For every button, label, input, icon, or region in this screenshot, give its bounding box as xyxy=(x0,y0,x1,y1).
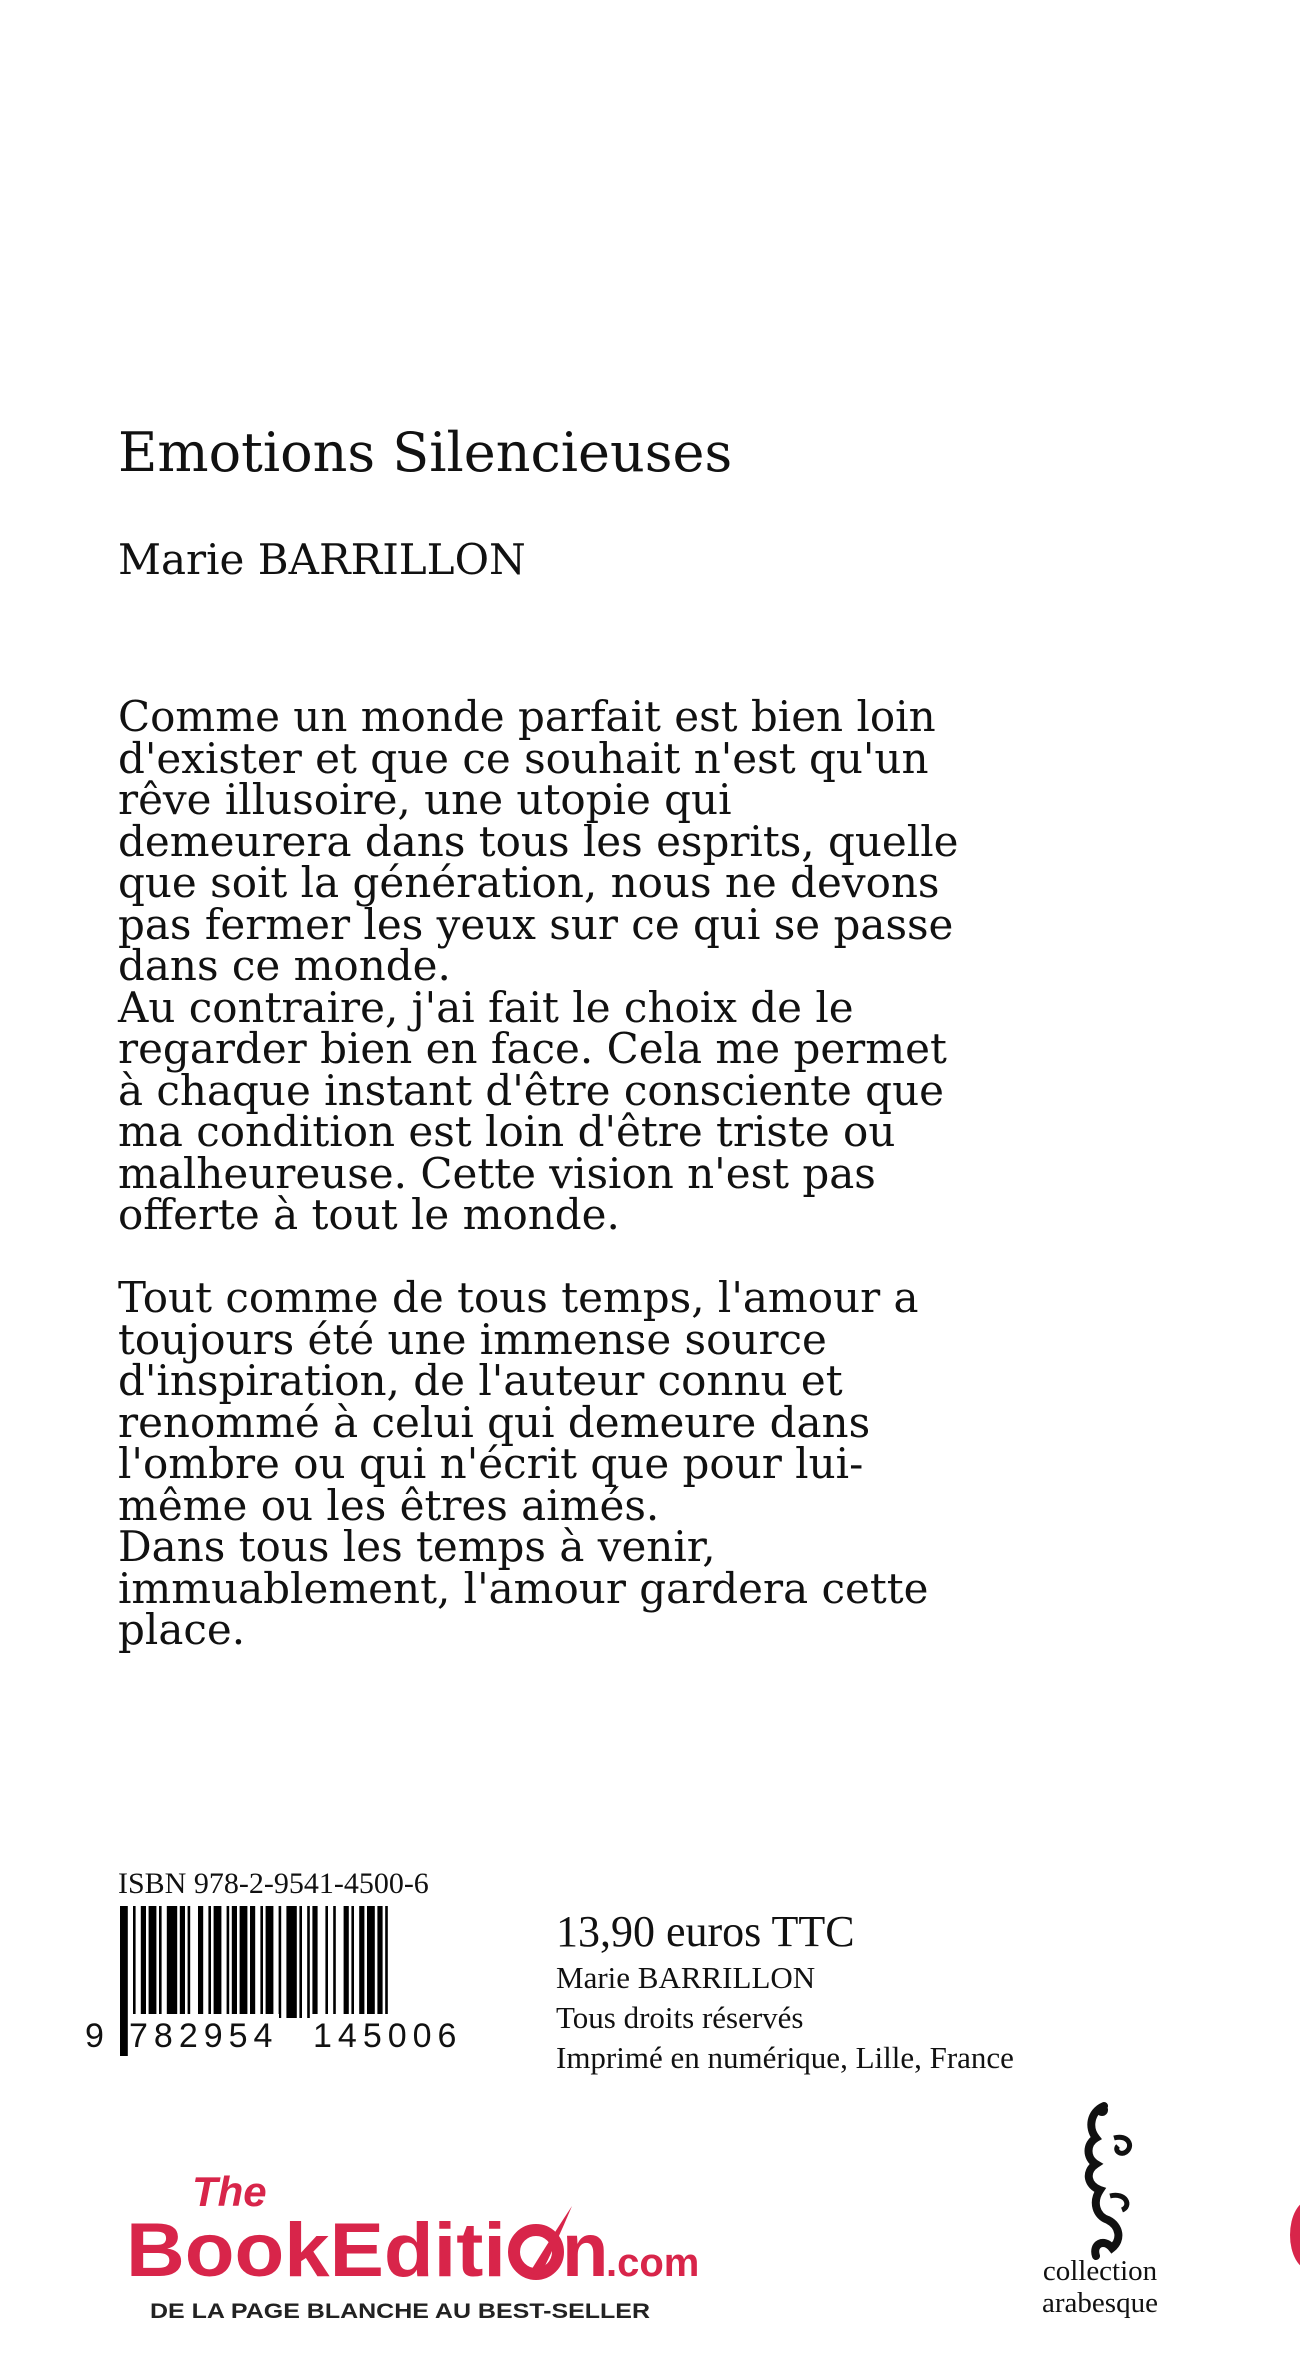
barcode-bar xyxy=(377,1906,382,2018)
barcode-bar xyxy=(141,1906,146,2018)
blurb-line: à chaque instant d'être consciente que xyxy=(118,1065,944,1115)
blurb-line: rêve illusoire, une utopie qui xyxy=(118,775,732,824)
price: 13,90 euros TTC xyxy=(556,1907,855,1956)
barcode-digits xyxy=(84,2014,494,2058)
barcode-bar xyxy=(250,1906,255,2018)
blurb-paragraph-1 xyxy=(118,692,1018,1239)
barcode-bar xyxy=(149,1906,157,2018)
blurb-paragraph-2 xyxy=(118,1273,1018,1654)
barcode-bar xyxy=(232,1906,237,2018)
barcode-digit-lead: 9 xyxy=(84,2014,105,2058)
barcode-bar xyxy=(286,1906,296,2018)
book-title: Emotions Silencieuses xyxy=(118,421,733,484)
barcode-bar xyxy=(188,1906,191,2018)
blurb-line: l'ombre ou qui n'écrit que pour lui- xyxy=(118,1439,864,1488)
barcode-bar xyxy=(180,1906,185,2018)
logo-name-end: n xyxy=(562,2208,609,2293)
logo-the: The xyxy=(192,2168,267,2215)
blurb-line: d'inspiration, de l'auteur connu et xyxy=(118,1356,843,1405)
publisher-author: Marie BARRILLON xyxy=(556,1960,816,1995)
barcode-bar xyxy=(367,1906,375,2018)
back-cover-blurb xyxy=(118,692,1018,1654)
price-block xyxy=(556,1906,1014,2078)
rights-notice: Tous droits réservés xyxy=(556,2000,804,2035)
barcode-bar xyxy=(167,1906,177,2018)
barcode-bar xyxy=(307,1906,310,2018)
barcode-bar xyxy=(240,1906,248,2018)
barcode-bar xyxy=(333,1906,336,2018)
barcode-bar xyxy=(325,1906,328,2018)
blurb-line: d'exister et que ce souhait n'est qu'un xyxy=(118,733,929,783)
isbn-label: ISBN 978-2-9541-4500-6 xyxy=(118,1867,429,1900)
book-author: Marie BARRILLON xyxy=(118,535,526,584)
paragraph-gap xyxy=(118,1236,1018,1278)
logo-name: BookEditi xyxy=(126,2208,506,2293)
blurb-line: Tout comme de tous temps, l'amour a xyxy=(118,1273,919,1322)
barcode-bar xyxy=(266,1906,274,2018)
blurb-line: immuablement, l'amour gardera cette xyxy=(118,1563,929,1613)
blurb-line: place. xyxy=(118,1605,246,1654)
blurb-line: demeurera dans tous les esprits, quelle xyxy=(118,816,959,866)
barcode-bar xyxy=(351,1906,354,2018)
collection-label xyxy=(1020,2255,1180,2319)
blurb-line: dans ce monde. xyxy=(118,941,451,990)
blurb-line: toujours été une immense source xyxy=(118,1314,827,1364)
blurb-line: regarder bien en face. Cela me permet xyxy=(118,1024,947,1073)
barcode-bar xyxy=(299,1906,302,2018)
blurb-line: Dans tous les temps à venir, xyxy=(118,1522,716,1571)
barcode-bar xyxy=(359,1906,364,2018)
barcode-bar xyxy=(208,1906,211,2018)
barcode-digits-left: 782954 xyxy=(128,2014,279,2058)
collection-line: collection xyxy=(1042,2255,1158,2287)
barcode-bar xyxy=(214,1906,222,2018)
logo-domain: .com xyxy=(606,2241,700,2285)
collection-line: arabesque xyxy=(1042,2287,1158,2319)
blurb-line: Comme un monde parfait est bien loin xyxy=(118,692,936,741)
blurb-line: pas fermer les yeux sur ce qui se passe xyxy=(118,899,954,949)
print-info: Imprimé en numérique, Lille, France xyxy=(556,2040,1014,2075)
blurb-line: ma condition est loin d'être triste ou xyxy=(118,1107,896,1156)
logo-tagline: DE LA PAGE BLANCHE AU BEST-SELLER xyxy=(150,2300,650,2323)
barcode-bar xyxy=(312,1906,317,2018)
blurb-line: même ou les êtres aimés. xyxy=(118,1480,660,1530)
blurb-line: malheureuse. Cette vision n'est pas xyxy=(118,1148,876,1198)
bookedition-logo xyxy=(126,2160,706,2340)
blurb-line: Au contraire, j'ai fait le choix de le xyxy=(118,982,854,1032)
barcode-digits-right: 145006 xyxy=(312,2014,463,2058)
barcode-bar xyxy=(344,1906,349,2018)
blurb-line: que soit la génération, nous ne devons xyxy=(118,858,940,907)
barcode-bar xyxy=(198,1906,203,2018)
barcode-bar xyxy=(227,1906,230,2018)
red-edge-mark xyxy=(1290,2200,1300,2270)
barcode-bar xyxy=(159,1906,162,2018)
blurb-line: renommé à celui qui demeure dans xyxy=(118,1397,871,1447)
barcode-bar xyxy=(279,1906,282,2018)
blurb-line: offerte à tout le monde. xyxy=(118,1190,620,1239)
